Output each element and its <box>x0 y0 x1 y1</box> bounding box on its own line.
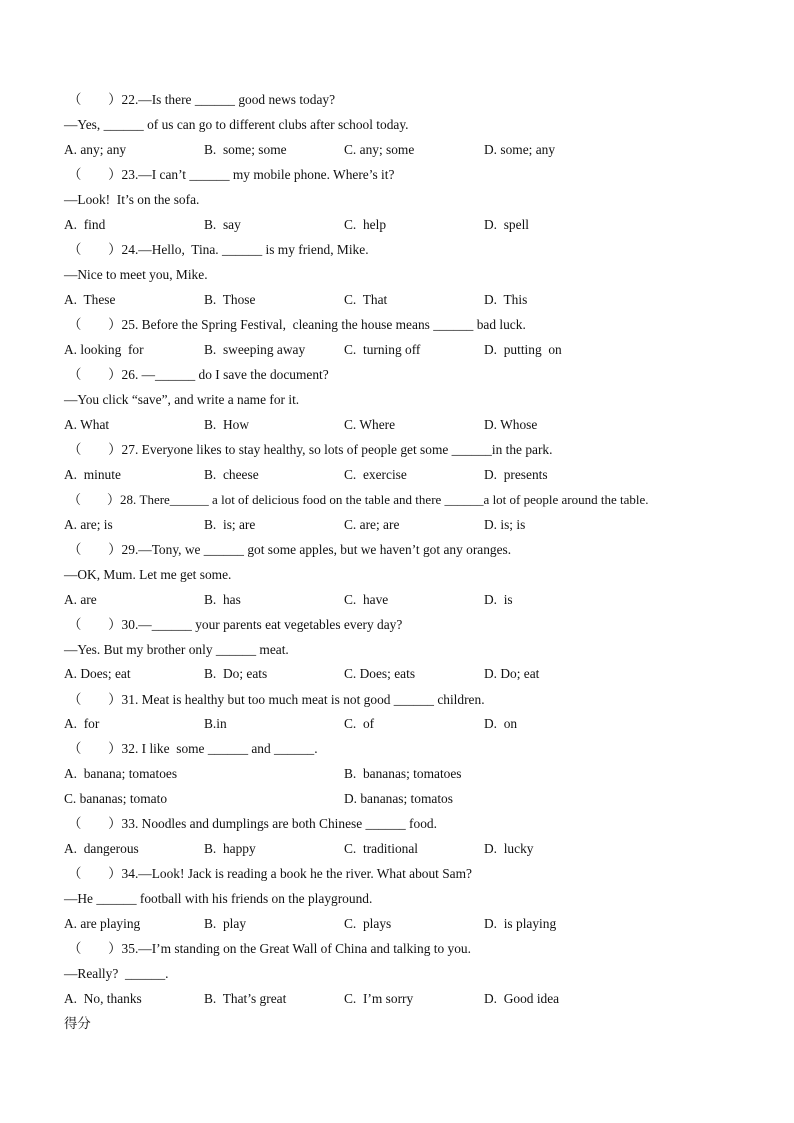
question-31-option-c: C. of <box>344 716 375 731</box>
question-34-option-c: C. plays <box>344 916 392 931</box>
question-22-option-b: B. some; some <box>204 142 287 157</box>
question-26-option-c: C. Where <box>344 417 396 432</box>
question-35-option-d: D. Good idea <box>484 991 560 1006</box>
question-30-option-b: B. Do; eats <box>204 666 268 681</box>
question-28-option-a: A. are; is <box>64 517 113 532</box>
question-35-stem: （ ）35.—I’m standing on the Great Wall of China and talking to you. <box>68 941 471 956</box>
question-33-option-c: C. traditional <box>344 841 419 856</box>
question-27-option-d: D. presents <box>484 467 548 482</box>
question-26-stem: （ ）26. —______ do I save the document? <box>68 367 329 382</box>
question-33-option-b: B. happy <box>204 841 256 856</box>
question-27-stem: （ ）27. Everyone likes to stay healthy, so lots of people get some ______in the park. <box>68 442 553 457</box>
question-31-option-b: B.in <box>204 716 227 731</box>
question-34-option-b: B. play <box>204 916 247 931</box>
question-31-option-a: A. for <box>64 716 100 731</box>
question-33-stem: （ ）33. Noodles and dumplings are both Chinese ______ food. <box>68 816 437 831</box>
question-22-line-2: —Yes, ______ of us can go to different clubs after school today. <box>64 117 409 132</box>
question-35-option-c: C. I’m sorry <box>344 991 414 1006</box>
question-35-option-a: A. No, thanks <box>64 991 142 1006</box>
question-29-option-b: B. has <box>204 592 241 607</box>
question-29-line-2: —OK, Mum. Let me get some. <box>64 567 232 582</box>
question-24-line-2: —Nice to meet you, Mike. <box>64 267 208 282</box>
question-34-stem: （ ）34.—Look! Jack is reading a book he the river. What about Sam? <box>68 866 472 881</box>
question-31-option-d: D. on <box>484 716 518 731</box>
question-27-option-b: B. cheese <box>204 467 259 482</box>
question-22-stem: （ ）22.—Is there ______ good news today? <box>68 92 336 107</box>
question-32-option-c: C. bananas; tomato <box>64 791 168 806</box>
question-34-line-2: —He ______ football with his friends on the playground. <box>64 891 373 906</box>
question-23-line-2: —Look! It’s on the sofa. <box>64 192 200 207</box>
question-29-option-a: A. are <box>64 592 97 607</box>
question-30-line-2: —Yes. But my brother only ______ meat. <box>64 642 289 657</box>
question-22-option-c: C. any; some <box>344 142 415 157</box>
question-30-option-a: A. Does; eat <box>64 666 131 681</box>
question-25-option-a: A. looking for <box>64 342 144 357</box>
question-24-stem: （ ）24.—Hello, Tina. ______ is my friend, Mike. <box>68 242 369 257</box>
question-26-line-2: —You click “save”, and write a name for it. <box>64 392 300 407</box>
question-29-option-c: C. have <box>344 592 389 607</box>
question-28-stem: （ ）28. There______ a lot of delicious food on the table and there ______a lot of people around the table. <box>68 492 649 507</box>
question-30-stem: （ ）30.—______ your parents eat vegetables every day? <box>68 617 403 632</box>
question-26-option-a: A. What <box>64 417 110 432</box>
question-25-option-c: C. turning off <box>344 342 421 357</box>
question-24-option-d: D. This <box>484 292 528 307</box>
question-28-option-b: B. is; are <box>204 517 256 532</box>
question-27-option-a: A. minute <box>64 467 121 482</box>
question-34-option-a: A. are playing <box>64 916 141 931</box>
question-27-option-c: C. exercise <box>344 467 407 482</box>
question-28-option-c: C. are; are <box>344 517 400 532</box>
question-32-stem: （ ）32. I like some ______ and ______. <box>68 741 318 756</box>
question-32-option-a: A. banana; tomatoes <box>64 766 178 781</box>
question-29-stem: （ ）29.—Tony, we ______ got some apples, but we haven’t got any oranges. <box>68 542 512 557</box>
question-25-option-d: D. putting on <box>484 342 562 357</box>
question-23-stem: （ ）23.—I can’t ______ my mobile phone. Where’s it? <box>68 167 395 182</box>
question-25-stem: （ ）25. Before the Spring Festival, cleaning the house means ______ bad luck. <box>68 317 526 332</box>
question-33-option-d: D. lucky <box>484 841 534 856</box>
question-35-option-b: B. That’s great <box>204 991 287 1006</box>
question-22-option-d: D. some; any <box>484 142 556 157</box>
question-23-option-c: C. help <box>344 217 387 232</box>
question-29-option-d: D. is <box>484 592 513 607</box>
question-34-option-d: D. is playing <box>484 916 557 931</box>
question-28-option-d: D. is; is <box>484 517 526 532</box>
question-23-option-a: A. find <box>64 217 106 232</box>
question-24-option-b: B. Those <box>204 292 256 307</box>
question-32-option-b: B. bananas; tomatoes <box>344 766 462 781</box>
question-23-option-b: B. say <box>204 217 241 232</box>
score-label: 得分 <box>64 1016 91 1031</box>
question-22-option-a: A. any; any <box>64 142 127 157</box>
question-24-option-a: A. These <box>64 292 116 307</box>
question-30-option-c: C. Does; eats <box>344 666 416 681</box>
question-26-option-b: B. How <box>204 417 250 432</box>
question-30-option-d: D. Do; eat <box>484 666 540 681</box>
question-31-stem: （ ）31. Meat is healthy but too much meat is not good ______ children. <box>68 692 485 707</box>
question-25-option-b: B. sweeping away <box>204 342 306 357</box>
question-26-option-d: D. Whose <box>484 417 538 432</box>
question-32-option-d: D. bananas; tomatos <box>344 791 453 806</box>
question-33-option-a: A. dangerous <box>64 841 139 856</box>
question-23-option-d: D. spell <box>484 217 530 232</box>
question-35-line-2: —Really? ______. <box>64 966 169 981</box>
question-24-option-c: C. That <box>344 292 388 307</box>
